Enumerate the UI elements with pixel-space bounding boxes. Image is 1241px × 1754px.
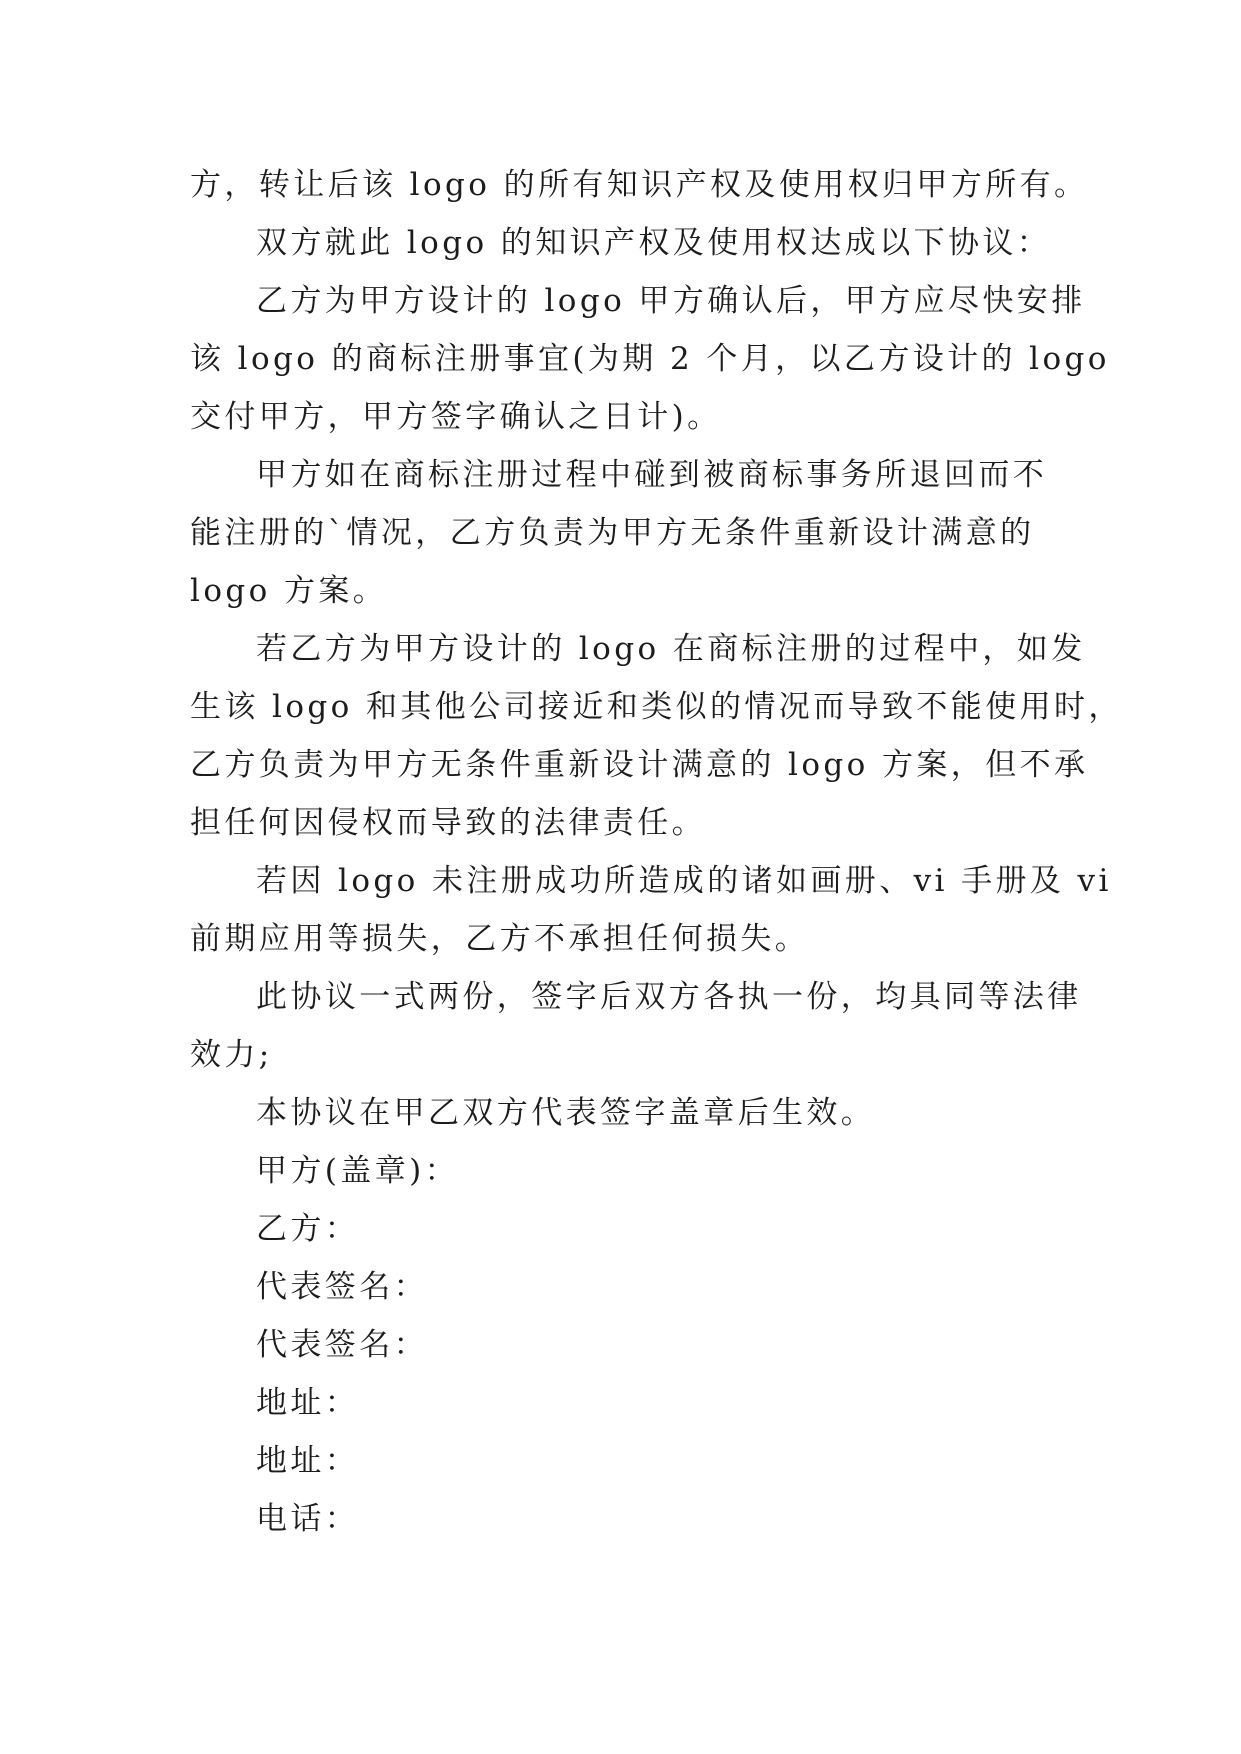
body-line: 担任何因侵权而导致的法律责任。 [190, 805, 706, 841]
body-line: 该 logo 的商标注册事宜(为期 2 个月，以乙方设计的 logo [190, 341, 1110, 377]
body-line: 若因 logo 未注册成功所造成的诸如画册、vi 手册及 vi [256, 863, 1112, 899]
signature-field-party-b: 乙方： [256, 1211, 360, 1247]
signature-field-phone: 电话： [256, 1501, 360, 1537]
signature-field-party-a-seal: 甲方(盖章)： [256, 1153, 459, 1189]
body-line: logo 方案。 [190, 573, 388, 609]
body-line: 此协议一式两份，签字后双方各执一份，均具同等法律 [256, 979, 1082, 1015]
body-line: 前期应用等损失，乙方不承担任何损失。 [190, 921, 810, 957]
signature-field-representative: 代表签名： [256, 1327, 428, 1363]
body-line: 双方就此 logo 的知识产权及使用权达成以下协议： [256, 225, 1052, 261]
body-line: 能注册的`情况，乙方负责为甲方无条件重新设计满意的 [190, 515, 1035, 551]
body-line: 生该 logo 和其他公司接近和类似的情况而导致不能使用时， [190, 689, 1123, 725]
body-line: 乙方为甲方设计的 logo 甲方确认后，甲方应尽快安排 [256, 283, 1086, 319]
body-line: 交付甲方，甲方签字确认之日计)。 [190, 399, 722, 435]
body-line: 方，转让后该 logo 的所有知识产权及使用权归甲方所有。 [190, 167, 1089, 203]
body-line: 甲方如在商标注册过程中碰到被商标事务所退回而不 [256, 457, 1048, 493]
body-line: 本协议在甲乙双方代表签字盖章后生效。 [256, 1095, 876, 1131]
signature-field-representative: 代表签名： [256, 1269, 428, 1305]
body-line: 效力; [190, 1037, 273, 1073]
document-body [190, 156, 1123, 1548]
body-line: 乙方负责为甲方无条件重新设计满意的 logo 方案，但不承 [190, 747, 1089, 783]
body-line: 若乙方为甲方设计的 logo 在商标注册的过程中，如发 [256, 631, 1086, 667]
signature-field-address: 地址： [256, 1385, 360, 1421]
signature-field-address: 地址： [256, 1443, 360, 1479]
